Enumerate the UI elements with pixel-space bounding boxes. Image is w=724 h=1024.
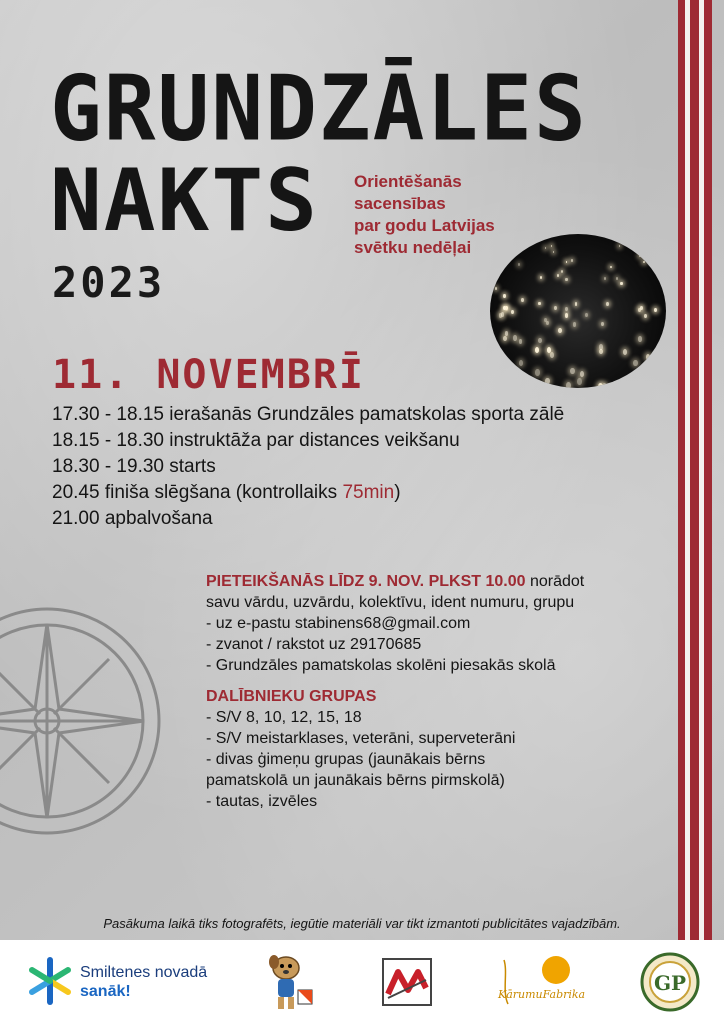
finish-suffix: ) <box>394 482 401 503</box>
candle-flame <box>561 270 563 273</box>
candle-flame <box>643 261 645 263</box>
control-time: 75min <box>342 482 395 503</box>
compass-icon <box>0 604 164 838</box>
subtitle-line: par godu Latvijas <box>354 216 495 235</box>
candle-flame <box>575 302 578 306</box>
candle-flame <box>647 255 649 257</box>
candle-flame <box>557 274 559 277</box>
sponsor-logos <box>0 940 724 1024</box>
candle-flame <box>505 331 509 336</box>
candle-flame <box>553 251 554 253</box>
orienteering-club-logo <box>382 958 432 1006</box>
finish-prefix: 20.45 finiša slēgšana (kontrollaiks <box>52 482 343 503</box>
flag-stripe <box>678 0 685 940</box>
candle-flame <box>606 302 609 306</box>
candle-flame <box>545 247 546 249</box>
photo-disclaimer: Pasākuma laikā tiks fotografēts, iegūtie materiāli var tikt izmantoti publicitātes vajadzībām. <box>103 916 621 931</box>
group-item: - tautas, izvēles <box>206 793 318 810</box>
schedule-item: 21.00 apbalvošana <box>52 508 213 529</box>
candle-flame <box>565 307 568 311</box>
schedule-item: 18.15 - 18.30 instruktāža par distances veikšanu <box>52 430 460 451</box>
candle-flame <box>565 313 568 317</box>
candle-flame <box>511 310 514 314</box>
candles-photo <box>490 234 666 388</box>
candle-flame <box>521 298 524 302</box>
sun-icon <box>494 952 586 1014</box>
svg-text:GP: GP <box>653 971 687 995</box>
candle-flame <box>580 371 585 378</box>
candle-flame <box>585 313 588 317</box>
candle-flame <box>601 322 604 327</box>
candle-flame <box>570 368 575 374</box>
candle-flame <box>503 294 506 298</box>
candle-flame <box>554 306 557 310</box>
candle-flame <box>535 369 540 375</box>
candle-flame <box>519 360 523 366</box>
karumu-fabrika-logo <box>494 952 586 1014</box>
candle-flame <box>633 360 637 366</box>
candle-flame <box>503 306 506 310</box>
registration-info <box>206 571 666 812</box>
candle-flame <box>538 302 541 306</box>
candle-flame <box>519 339 523 344</box>
schedule-item <box>52 480 564 506</box>
candle-flame <box>503 336 507 341</box>
schedule-item: 17.30 - 18.15 ierašanās Grundzāles pamatskolas sporta zālē <box>52 404 565 425</box>
candle-flame <box>566 382 571 388</box>
event-year: 2023 <box>52 258 166 307</box>
group-item: - divas ģimeņu grupas (jaunākais bērns <box>206 751 486 768</box>
candle-flame <box>638 336 642 341</box>
mascot-dog-logo <box>258 952 318 1014</box>
group-item: - S/V 8, 10, 12, 15, 18 <box>206 709 362 726</box>
candle-flame <box>648 380 653 387</box>
candle-flame <box>558 328 562 333</box>
event-date: 11. NOVEMBRĪ <box>52 352 365 398</box>
group-item: pamatskolā un jaunākais bērns pirmskolā) <box>206 772 505 789</box>
candle-flame <box>540 276 542 279</box>
candle-flame <box>619 245 620 247</box>
registration-line: savu vārdu, uzvārdu, kolektīvu, ident numuru, grupu <box>206 594 575 611</box>
group-item: - S/V meistarklases, veterāni, superveterāni <box>206 730 516 747</box>
registration-heading: PIETEIKŠANĀS LĪDZ 9. NOV. PLKST 10.00 <box>206 573 526 590</box>
candle-flame <box>610 266 612 269</box>
flag-stripe <box>704 0 712 940</box>
candle-flame <box>494 255 496 257</box>
registration-heading-rest: norādot <box>525 573 585 590</box>
candle-flame <box>644 314 647 318</box>
candle-flame <box>620 282 622 285</box>
smiltene-logo <box>24 956 224 1006</box>
subtitle-line: Orientēšanās sacensības <box>354 172 462 213</box>
candle-flame <box>544 318 547 323</box>
candle-flame <box>646 354 650 360</box>
candle-flame <box>545 378 550 385</box>
candle-flame <box>604 277 606 280</box>
candle-flame <box>602 383 607 388</box>
groups-heading: DALĪBNIEKU GRUPAS <box>206 688 377 705</box>
registration-item: - zvanot / rakstot uz 29170685 <box>206 636 422 653</box>
candle-flame <box>502 256 504 258</box>
smiltene-logo-text: Smiltenes novadā <box>80 964 208 981</box>
registration-item: - Grundzāles pamatskolas skolēni piesakās skolā <box>206 657 556 674</box>
candle-flame <box>551 245 552 247</box>
candle-flame <box>573 322 576 327</box>
school-crest-logo <box>640 950 700 1014</box>
candle-flame <box>599 344 603 350</box>
smiltene-logo-slogan: sanāk! <box>80 983 131 1000</box>
candle-flame <box>495 287 497 290</box>
event-title-line2: NAKTS <box>50 151 319 251</box>
candle-flame <box>538 338 542 343</box>
candle-flame <box>550 352 554 358</box>
flag-stripe <box>690 0 699 940</box>
event-subtitle <box>354 171 554 259</box>
registration-heading-line <box>206 571 666 592</box>
registration-item: - uz e-pastu stabinens68@gmail.com <box>206 615 471 632</box>
candle-flame <box>650 251 651 253</box>
schedule-item: 18.30 - 19.30 starts <box>52 456 216 477</box>
candle-flame <box>501 312 504 316</box>
subtitle-line: svētku nedēļai <box>354 238 472 257</box>
candle-flame <box>623 349 627 355</box>
candle-flame <box>616 277 618 280</box>
candle-flame <box>640 306 643 310</box>
karumu-fabrika-text: KārumuFabrika <box>498 988 586 1001</box>
candle-flame <box>513 335 517 340</box>
candle-flame <box>577 378 582 385</box>
schedule-list <box>52 402 564 532</box>
candle-flame <box>518 263 520 265</box>
candle-flame <box>639 255 641 257</box>
event-title-line1: GRUNDZĀLES <box>50 56 588 162</box>
candle-flame <box>566 261 568 263</box>
candle-flame <box>535 347 539 353</box>
candle-flame <box>654 308 657 312</box>
candle-flame <box>565 278 567 281</box>
candle-flame <box>571 259 573 261</box>
snowflake-icon <box>24 956 76 1006</box>
